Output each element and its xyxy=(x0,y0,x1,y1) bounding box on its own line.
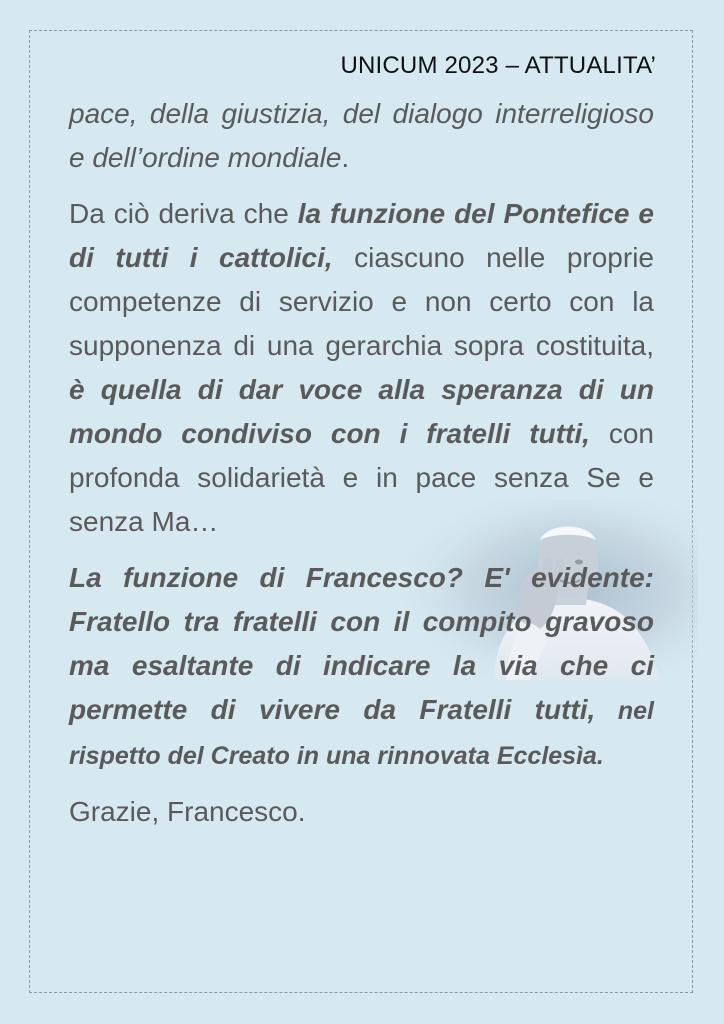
paragraph-2-text-2: ciascuno nelle proprie competenze di servizio e non certo con la supponenza di una gerarchia sopra costituita, xyxy=(69,242,654,361)
paragraph-2 xyxy=(69,192,654,544)
paragraph-2-text-3: con profonda solidarietà e in pace senza Se e senza Ma… xyxy=(69,418,654,537)
paragraph-2-bold-1: la funzione del Pontefice e di tutti i cattolici, xyxy=(69,198,654,273)
article-body xyxy=(69,92,654,834)
paragraph-1 xyxy=(69,92,654,180)
paragraph-1-text: pace, della giustizia, del dialogo interreligioso e dell’ordine mondiale xyxy=(69,98,654,173)
page-header: UNICUM 2023 – ATTUALITA’ xyxy=(340,52,656,79)
paragraph-3-bold-1: La funzione di Francesco? E' evidente: Fratello tra fratelli con il compito gravoso ma esaltante di indicare la via che ci permette di vivere da Fratelli tutti, xyxy=(69,562,654,725)
paragraph-4-text: Grazie, Francesco. xyxy=(69,796,306,827)
paragraph-2-text-1: Da ciò deriva che xyxy=(69,198,298,229)
paragraph-3 xyxy=(69,556,654,778)
paragraph-4 xyxy=(69,790,654,834)
paragraph-3-bold-2: nel rispetto del Creato in una rinnovata Ecclesìa. xyxy=(69,697,654,770)
paragraph-1-period: . xyxy=(341,142,350,173)
paragraph-2-bold-2: è quella di dar voce alla speranza di un mondo condiviso con i fratelli tutti, xyxy=(69,374,654,449)
